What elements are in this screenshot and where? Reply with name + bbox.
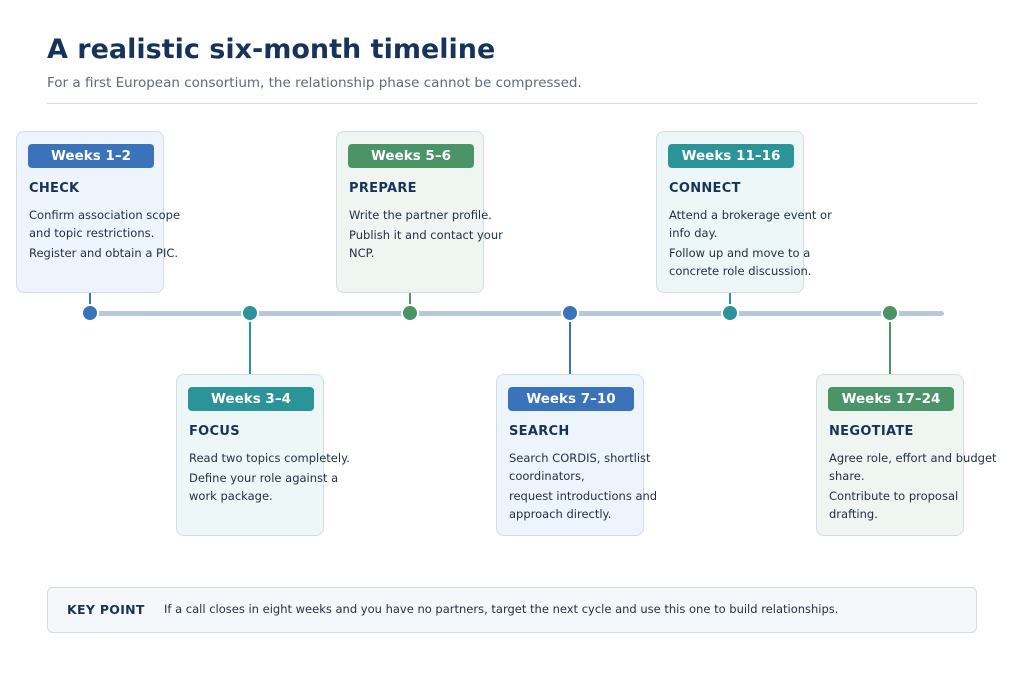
header-divider <box>47 103 977 104</box>
phase-card-focus <box>176 374 350 536</box>
phase-name: FOCUS <box>189 424 240 439</box>
phase-description <box>509 449 677 525</box>
phase-weeks-badge: Weeks 17–24 <box>828 387 954 411</box>
phase-description-line: Register and obtain a PIC. <box>29 246 179 260</box>
phase-weeks-badge: Weeks 1–2 <box>28 144 154 168</box>
timeline-node <box>401 304 419 322</box>
phase-description <box>29 206 197 264</box>
phase-weeks-badge: Weeks 5–6 <box>348 144 474 168</box>
phase-description <box>349 206 517 264</box>
phase-weeks-badge: Weeks 3–4 <box>188 387 314 411</box>
phase-name: NEGOTIATE <box>829 424 914 439</box>
phase-name: SEARCH <box>509 424 570 439</box>
key-point-text: If a call closes in eight weeks and you have no partners, target the next cycle and use this one to build relationships. <box>164 602 839 616</box>
timeline-node <box>561 304 579 322</box>
phase-description-line: Read two topics completely. <box>189 451 350 465</box>
phase-description-line: Publish it and contact your NCP. <box>349 228 503 260</box>
phase-card-negotiate <box>816 374 997 536</box>
phase-description <box>189 449 357 507</box>
phase-card-prepare <box>336 131 503 293</box>
phase-description-line: request introductions and approach directly. <box>509 489 658 521</box>
phase-card-check <box>16 131 181 293</box>
phase-description-line: Confirm association scope and topic restrictions. <box>29 208 181 240</box>
phase-weeks-badge: Weeks 11–16 <box>668 144 794 168</box>
phase-description <box>829 449 997 525</box>
timeline-connector <box>249 313 251 374</box>
phase-description-line: Define your role against a work package. <box>189 471 339 503</box>
timeline-connector <box>889 313 891 374</box>
timeline-node <box>881 304 899 322</box>
phase-description-line: Agree role, effort and budget share. <box>829 451 997 483</box>
timeline-node <box>721 304 739 322</box>
key-point-box <box>47 587 977 633</box>
timeline-axis <box>90 311 944 316</box>
phase-description-line: Search CORDIS, shortlist coordinators, <box>509 451 651 483</box>
phase-name: CONNECT <box>669 181 741 196</box>
timeline-node <box>81 304 99 322</box>
key-point-label: KEY POINT <box>67 602 145 617</box>
phase-weeks-badge: Weeks 7–10 <box>508 387 634 411</box>
page-title: A realistic six-month timeline <box>47 34 496 65</box>
page-subtitle: For a first European consortium, the relationship phase cannot be compressed. <box>47 75 582 91</box>
timeline-node <box>241 304 259 322</box>
phase-description-line: Contribute to proposal drafting. <box>829 489 959 521</box>
phase-description-line: Attend a brokerage event or info day. <box>669 208 832 240</box>
phase-description-line: Follow up and move to a concrete role discussion. <box>669 246 812 278</box>
phase-name: PREPARE <box>349 181 417 196</box>
phase-description <box>669 206 837 282</box>
phase-card-search <box>496 374 658 536</box>
phase-name: CHECK <box>29 181 80 196</box>
phase-description-line: Write the partner profile. <box>349 208 492 222</box>
phase-card-connect <box>656 131 832 293</box>
timeline-connector <box>569 313 571 374</box>
